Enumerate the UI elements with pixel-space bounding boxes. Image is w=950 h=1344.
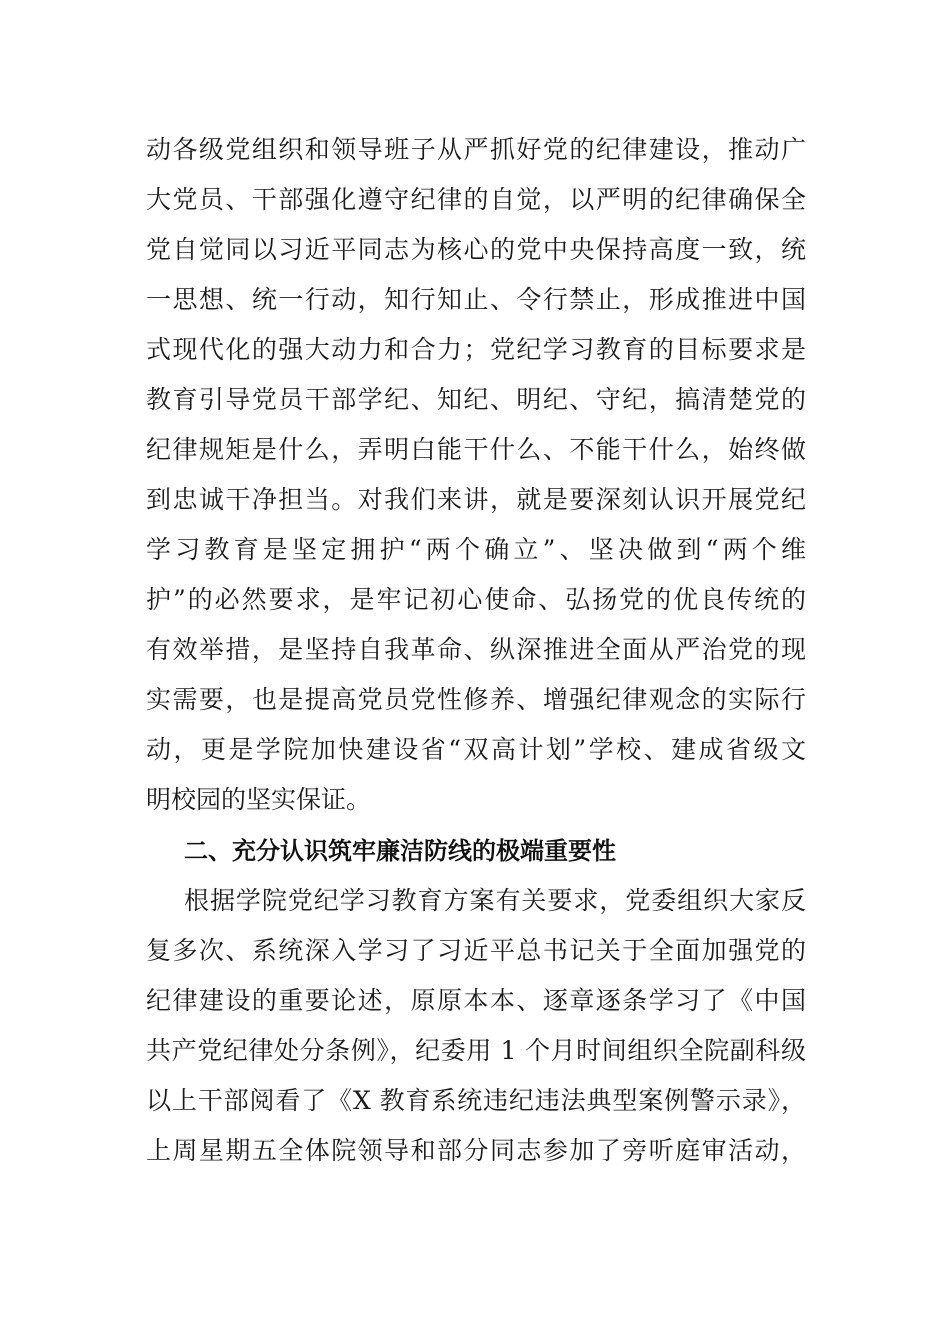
section-heading: 二、充分认识筑牢廉洁防线的极端重要性 [184, 837, 616, 865]
paragraph-1-line: 学习教育是坚定拥护“两个确立”、坚决做到“两个维 [146, 535, 806, 564]
paragraph-1-line: 纪律规矩是什么，弄明白能干什么、不能干什么，始终做 [146, 435, 806, 464]
paragraph-2-line: 复多次、系统深入学习了习近平总书记关于全面加强党的 [146, 936, 806, 965]
paragraph-2-line: 根据学院党纪学习教育方案有关要求，党委组织大家反 [184, 886, 806, 915]
paragraph-1-line: 明校园的坚实保证。 [146, 785, 372, 814]
paragraph-1-line: 到忠诚干净担当。对我们来讲，就是要深刻认识开展党纪 [146, 485, 806, 514]
paragraph-1-line: 动各级党组织和领导班子从严抓好党的纪律建设，推动广 [146, 135, 806, 164]
paragraph-1-line: 动，更是学院加快建设省“双高计划”学校、建成省级文 [146, 735, 806, 764]
paragraph-1-line: 教育引导党员干部学纪、知纪、明纪、守纪，搞清楚党的 [146, 385, 806, 414]
paragraph-1-line: 有效举措，是坚持自我革命、纵深推进全面从严治党的现 [146, 635, 806, 664]
paragraph-2-line: 以上干部阅看了《X 教育系统违纪违法典型案例警示录》， [146, 1086, 806, 1115]
paragraph-2-line: 共产党纪律处分条例》，纪委用 1 个月时间组织全院副科级 [146, 1036, 806, 1065]
paragraph-1-line: 大党员、干部强化遵守纪律的自觉，以严明的纪律确保全 [146, 185, 806, 214]
paragraph-2-line: 纪律建设的重要论述，原原本本、逐章逐条学习了《中国 [146, 986, 806, 1015]
paragraph-1-line: 党自觉同以习近平同志为核心的党中央保持高度一致，统 [146, 235, 806, 264]
paragraph-1-line: 式现代化的强大动力和合力；党纪学习教育的目标要求是 [146, 335, 806, 364]
paragraph-1-line: 护”的必然要求，是牢记初心使命、弘扬党的优良传统的 [146, 585, 806, 614]
paragraph-1-line: 一思想、统一行动，知行知止、令行禁止，形成推进中国 [146, 285, 806, 314]
paragraph-1-line: 实需要，也是提高党员党性修养、增强纪律观念的实际行 [146, 685, 806, 714]
paragraph-2-line: 上周星期五全体院领导和部分同志参加了旁听庭审活动， [146, 1136, 806, 1165]
